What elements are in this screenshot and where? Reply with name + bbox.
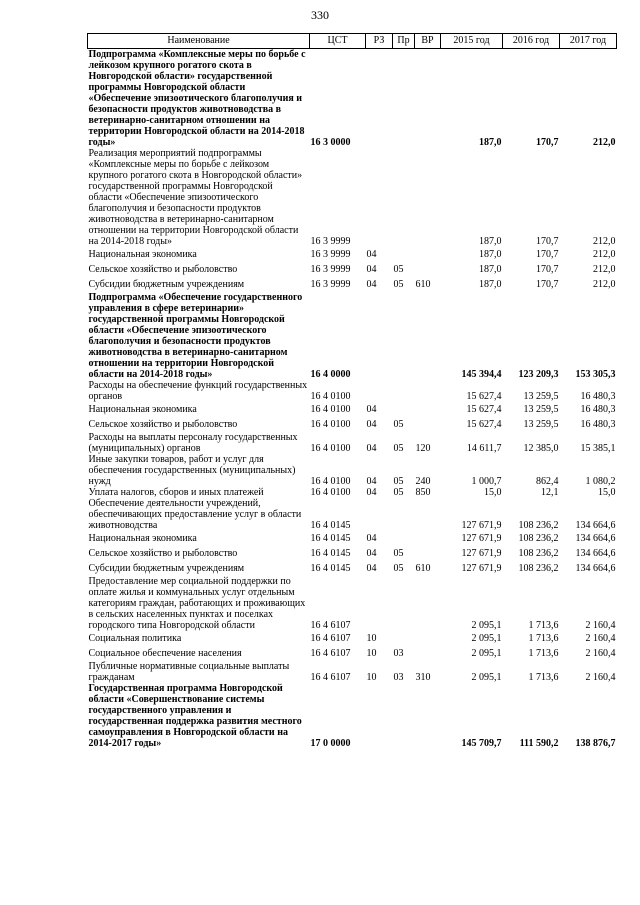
row-name: Сельское хозяйство и рыболовство — [88, 419, 238, 430]
row-amount-2017: 212,0 — [593, 249, 616, 260]
row-rz: 04 — [366, 264, 377, 275]
row-amount-2015: 187,0 — [479, 264, 502, 275]
row-cst: 16 4 0145 — [310, 533, 351, 544]
row-amount-2016: 862,4 — [536, 476, 559, 487]
row-name: Обеспечение деятельности учреждений, обеспечивающих предоставление услуг в области животноводства — [88, 498, 302, 531]
row-amount-2015: 187,0 — [479, 236, 502, 247]
row-rz: 04 — [366, 279, 377, 290]
table-row — [88, 432, 617, 454]
row-amount-2017: 15 385,1 — [580, 443, 616, 454]
table-row — [88, 247, 617, 262]
table-row — [88, 292, 617, 380]
row-pr — [393, 498, 415, 531]
row-amount-2017: 212,0 — [593, 137, 616, 148]
row-amount-2015: 2 095,1 — [471, 633, 502, 644]
row-amount-2015: 1 000,7 — [471, 476, 502, 487]
row-name: Социальное обеспечение населения — [88, 648, 242, 659]
page-number: 330 — [311, 8, 329, 22]
row-rz: 04 — [366, 533, 377, 544]
row-amount-2017: 2 160,4 — [585, 633, 616, 644]
row-rz: 10 — [366, 648, 377, 659]
header-pr: Пр — [393, 34, 415, 49]
row-vr — [415, 292, 441, 380]
row-rz — [366, 576, 393, 631]
row-amount-2017: 134 664,6 — [575, 520, 616, 531]
header-row — [88, 34, 617, 49]
row-rz: 04 — [366, 487, 377, 498]
row-cst: 16 4 0100 — [310, 487, 351, 498]
row-amount-2017: 2 160,4 — [585, 620, 616, 631]
row-vr: 610 — [415, 279, 431, 290]
row-cst: 16 4 0100 — [310, 391, 351, 402]
table-row — [88, 380, 617, 402]
table-row — [88, 148, 617, 247]
row-name: Национальная экономика — [88, 404, 197, 415]
row-amount-2017: 212,0 — [593, 236, 616, 247]
row-name: Расходы на обеспечение функций государственных органов — [88, 380, 308, 402]
row-name: Сельское хозяйство и рыболовство — [88, 264, 238, 275]
row-amount-2017: 134 664,6 — [575, 533, 616, 544]
row-name: Национальная экономика — [88, 249, 197, 260]
row-cst: 16 4 0100 — [310, 419, 351, 430]
row-vr — [415, 402, 441, 417]
row-amount-2015: 15,0 — [484, 487, 502, 498]
row-rz — [366, 49, 393, 149]
row-rz — [366, 683, 393, 749]
table-row — [88, 546, 617, 561]
row-amount-2016: 1 713,6 — [528, 620, 559, 631]
row-amount-2017: 212,0 — [593, 264, 616, 275]
row-pr — [393, 380, 415, 402]
row-amount-2015: 15 627,4 — [466, 419, 502, 430]
row-name: Реализация мероприятий подпрограммы «Комплексные меры по борьбе с лейкозом крупного рогатого скота в Новгородской области» государственной программы Новгородской области «Обеспечение эпизоотического благополучия и безопасности продуктов животноводства в ветеринарно-санитарном отношении на территории Новгородской области на 2014-2018 годы» — [88, 148, 303, 247]
row-vr — [415, 576, 441, 631]
row-amount-2017: 15,0 — [598, 487, 616, 498]
row-pr: 05 — [393, 419, 404, 430]
row-name: Подпрограмма «Комплексные меры по борьбе с лейкозом крупного рогатого скота в Новгородской области» государственной программы Новгородской области «Обеспечение эпизоотического благополучия и безопасности продуктов животноводства в ветеринарно-санитарном отношении на территории Новгородской области на 2014-2018 годы» — [88, 49, 306, 148]
row-amount-2016: 12,1 — [541, 487, 559, 498]
row-pr — [393, 148, 415, 247]
row-vr — [415, 498, 441, 531]
row-cst: 16 3 9999 — [310, 279, 351, 290]
row-vr: 120 — [415, 443, 431, 454]
row-cst: 17 0 0000 — [310, 738, 351, 749]
row-vr — [415, 148, 441, 247]
header-2015: 2015 год — [441, 34, 503, 49]
row-rz: 04 — [366, 249, 377, 260]
row-pr — [393, 402, 415, 417]
row-name: Предоставление мер социальной поддержки по оплате жилья и коммунальных услуг отдельным категориям граждан, работающих и проживающих в сельских населенных пунктах и поселках городского типа Новгородской области — [88, 576, 306, 631]
table-row — [88, 402, 617, 417]
row-pr: 05 — [393, 476, 404, 487]
row-amount-2016: 108 236,2 — [518, 520, 559, 531]
row-amount-2016: 1 713,6 — [528, 648, 559, 659]
row-pr: 05 — [393, 279, 404, 290]
row-amount-2017: 1 080,2 — [585, 476, 616, 487]
row-vr — [415, 683, 441, 749]
row-vr — [415, 631, 441, 646]
row-vr: 850 — [415, 487, 431, 498]
row-amount-2017: 2 160,4 — [585, 648, 616, 659]
row-name: Иные закупки товаров, работ и услуг для обеспечения государственных (муниципальных) нужд — [88, 454, 296, 487]
row-amount-2017: 212,0 — [593, 279, 616, 290]
row-cst: 16 3 9999 — [310, 236, 351, 247]
table-row — [88, 49, 617, 149]
row-cst: 16 4 0145 — [310, 520, 351, 531]
row-amount-2017: 153 305,3 — [575, 369, 616, 380]
row-pr: 03 — [393, 648, 404, 659]
table-row — [88, 417, 617, 432]
row-amount-2016: 170,7 — [536, 137, 559, 148]
row-cst: 16 3 9999 — [310, 264, 351, 275]
table-row — [88, 262, 617, 277]
row-vr: 610 — [415, 563, 431, 574]
row-pr: 05 — [393, 264, 404, 275]
row-amount-2015: 127 671,9 — [461, 548, 502, 559]
row-vr — [415, 646, 441, 661]
row-amount-2017: 16 480,3 — [580, 391, 616, 402]
row-cst: 16 4 6107 — [310, 672, 351, 683]
row-pr — [393, 49, 415, 149]
row-pr — [393, 631, 415, 646]
row-amount-2016: 111 590,2 — [519, 738, 559, 749]
table-row — [88, 683, 617, 749]
row-pr — [393, 247, 415, 262]
header-cst: ЦСТ — [310, 34, 366, 49]
table-row — [88, 487, 617, 498]
row-rz: 04 — [366, 563, 377, 574]
row-name: Уплата налогов, сборов и иных платежей — [88, 487, 264, 498]
header-vr: ВР — [415, 34, 441, 49]
row-amount-2016: 108 236,2 — [518, 533, 559, 544]
row-name: Государственная программа Новгородской области «Совершенствование системы государственного управления и государственная поддержка развития местного самоуправления в Новгородской области на 2014-2017 годы» — [88, 683, 302, 749]
row-rz — [366, 148, 393, 247]
row-name: Сельское хозяйство и рыболовство — [88, 548, 238, 559]
row-amount-2016: 13 259,5 — [523, 419, 559, 430]
row-rz: 04 — [366, 548, 377, 559]
row-cst: 16 4 6107 — [310, 620, 351, 631]
row-amount-2015: 127 671,9 — [461, 563, 502, 574]
budget-table — [87, 33, 617, 749]
row-amount-2015: 187,0 — [479, 249, 502, 260]
row-cst: 16 4 0100 — [310, 443, 351, 454]
row-amount-2017: 134 664,6 — [575, 548, 616, 559]
row-vr — [415, 380, 441, 402]
table-row — [88, 454, 617, 487]
row-rz: 10 — [366, 633, 377, 644]
row-cst: 16 4 6107 — [310, 648, 351, 659]
row-vr — [415, 417, 441, 432]
row-name: Национальная экономика — [88, 533, 197, 544]
row-name: Субсидии бюджетным учреждениям — [88, 279, 245, 290]
row-name: Подпрограмма «Обеспечение государственного управления в сфере ветеринарии» государственной программы Новгородской области «Обеспечение эпизоотического благополучия и безопасности продуктов животноводства в ветеринарно-санитарном отношении на территории Новгородской области на 2014-2018 годы» — [88, 292, 303, 380]
row-pr: 05 — [393, 563, 404, 574]
row-name: Субсидии бюджетным учреждениям — [88, 563, 245, 574]
row-amount-2016: 108 236,2 — [518, 563, 559, 574]
row-amount-2016: 170,7 — [536, 249, 559, 260]
row-amount-2015: 127 671,9 — [461, 533, 502, 544]
row-amount-2015: 2 095,1 — [471, 620, 502, 631]
header-rz: РЗ — [366, 34, 393, 49]
row-amount-2015: 127 671,9 — [461, 520, 502, 531]
row-amount-2016: 1 713,6 — [528, 633, 559, 644]
row-amount-2016: 1 713,6 — [528, 672, 559, 683]
table-body — [88, 49, 617, 750]
row-vr — [415, 247, 441, 262]
row-amount-2017: 134 664,6 — [575, 563, 616, 574]
table-row — [88, 498, 617, 531]
row-amount-2015: 145 709,7 — [461, 738, 502, 749]
row-amount-2017: 16 480,3 — [580, 419, 616, 430]
row-cst: 16 4 0145 — [310, 563, 351, 574]
row-vr — [415, 531, 441, 546]
table-row — [88, 277, 617, 292]
row-amount-2015: 2 095,1 — [471, 648, 502, 659]
row-rz: 04 — [366, 419, 377, 430]
row-rz: 04 — [366, 404, 377, 415]
row-amount-2016: 170,7 — [536, 264, 559, 275]
row-amount-2015: 187,0 — [479, 279, 502, 290]
table-row — [88, 646, 617, 661]
row-vr — [415, 262, 441, 277]
row-cst: 16 4 0000 — [310, 369, 351, 380]
header-name: Наименование — [88, 34, 310, 49]
row-amount-2017: 138 876,7 — [575, 738, 616, 749]
row-rz — [366, 498, 393, 531]
row-rz: 04 — [366, 476, 377, 487]
row-cst: 16 4 0145 — [310, 548, 351, 559]
row-pr — [393, 292, 415, 380]
row-amount-2016: 123 209,3 — [518, 369, 559, 380]
row-vr — [415, 49, 441, 149]
row-vr — [415, 546, 441, 561]
header-2017: 2017 год — [560, 34, 617, 49]
row-amount-2015: 15 627,4 — [466, 404, 502, 415]
row-amount-2016: 108 236,2 — [518, 548, 559, 559]
row-amount-2016: 170,7 — [536, 279, 559, 290]
row-pr: 05 — [393, 548, 404, 559]
row-cst: 16 3 9999 — [310, 249, 351, 260]
row-amount-2016: 170,7 — [536, 236, 559, 247]
row-vr: 240 — [415, 476, 431, 487]
row-pr: 03 — [393, 672, 404, 683]
row-amount-2015: 2 095,1 — [471, 672, 502, 683]
row-amount-2015: 145 394,4 — [461, 369, 502, 380]
header-2016: 2016 год — [503, 34, 560, 49]
row-amount-2016: 13 259,5 — [523, 391, 559, 402]
row-amount-2015: 15 627,4 — [466, 391, 502, 402]
row-cst: 16 3 0000 — [310, 137, 351, 148]
row-amount-2015: 14 611,7 — [466, 443, 502, 454]
row-rz — [366, 380, 393, 402]
row-vr: 310 — [415, 672, 431, 683]
row-cst: 16 4 6107 — [310, 633, 351, 644]
row-pr — [393, 683, 415, 749]
row-amount-2017: 2 160,4 — [585, 672, 616, 683]
row-pr: 05 — [393, 443, 404, 454]
row-name: Публичные нормативные социальные выплаты гражданам — [88, 661, 290, 683]
table-row — [88, 531, 617, 546]
row-name: Социальная политика — [88, 633, 182, 644]
table-row — [88, 631, 617, 646]
row-rz: 10 — [366, 672, 377, 683]
row-cst: 16 4 0100 — [310, 404, 351, 415]
row-pr — [393, 576, 415, 631]
row-amount-2016: 12 385,0 — [523, 443, 559, 454]
row-pr — [393, 531, 415, 546]
row-rz: 04 — [366, 443, 377, 454]
row-amount-2015: 187,0 — [479, 137, 502, 148]
table-header — [88, 34, 617, 49]
row-name: Расходы на выплаты персоналу государственных (муниципальных) органов — [88, 432, 298, 454]
row-amount-2017: 16 480,3 — [580, 404, 616, 415]
row-amount-2016: 13 259,5 — [523, 404, 559, 415]
table-row — [88, 561, 617, 576]
row-pr: 05 — [393, 487, 404, 498]
row-cst: 16 4 0100 — [310, 476, 351, 487]
table-row — [88, 576, 617, 631]
row-rz — [366, 292, 393, 380]
table-row — [88, 661, 617, 683]
